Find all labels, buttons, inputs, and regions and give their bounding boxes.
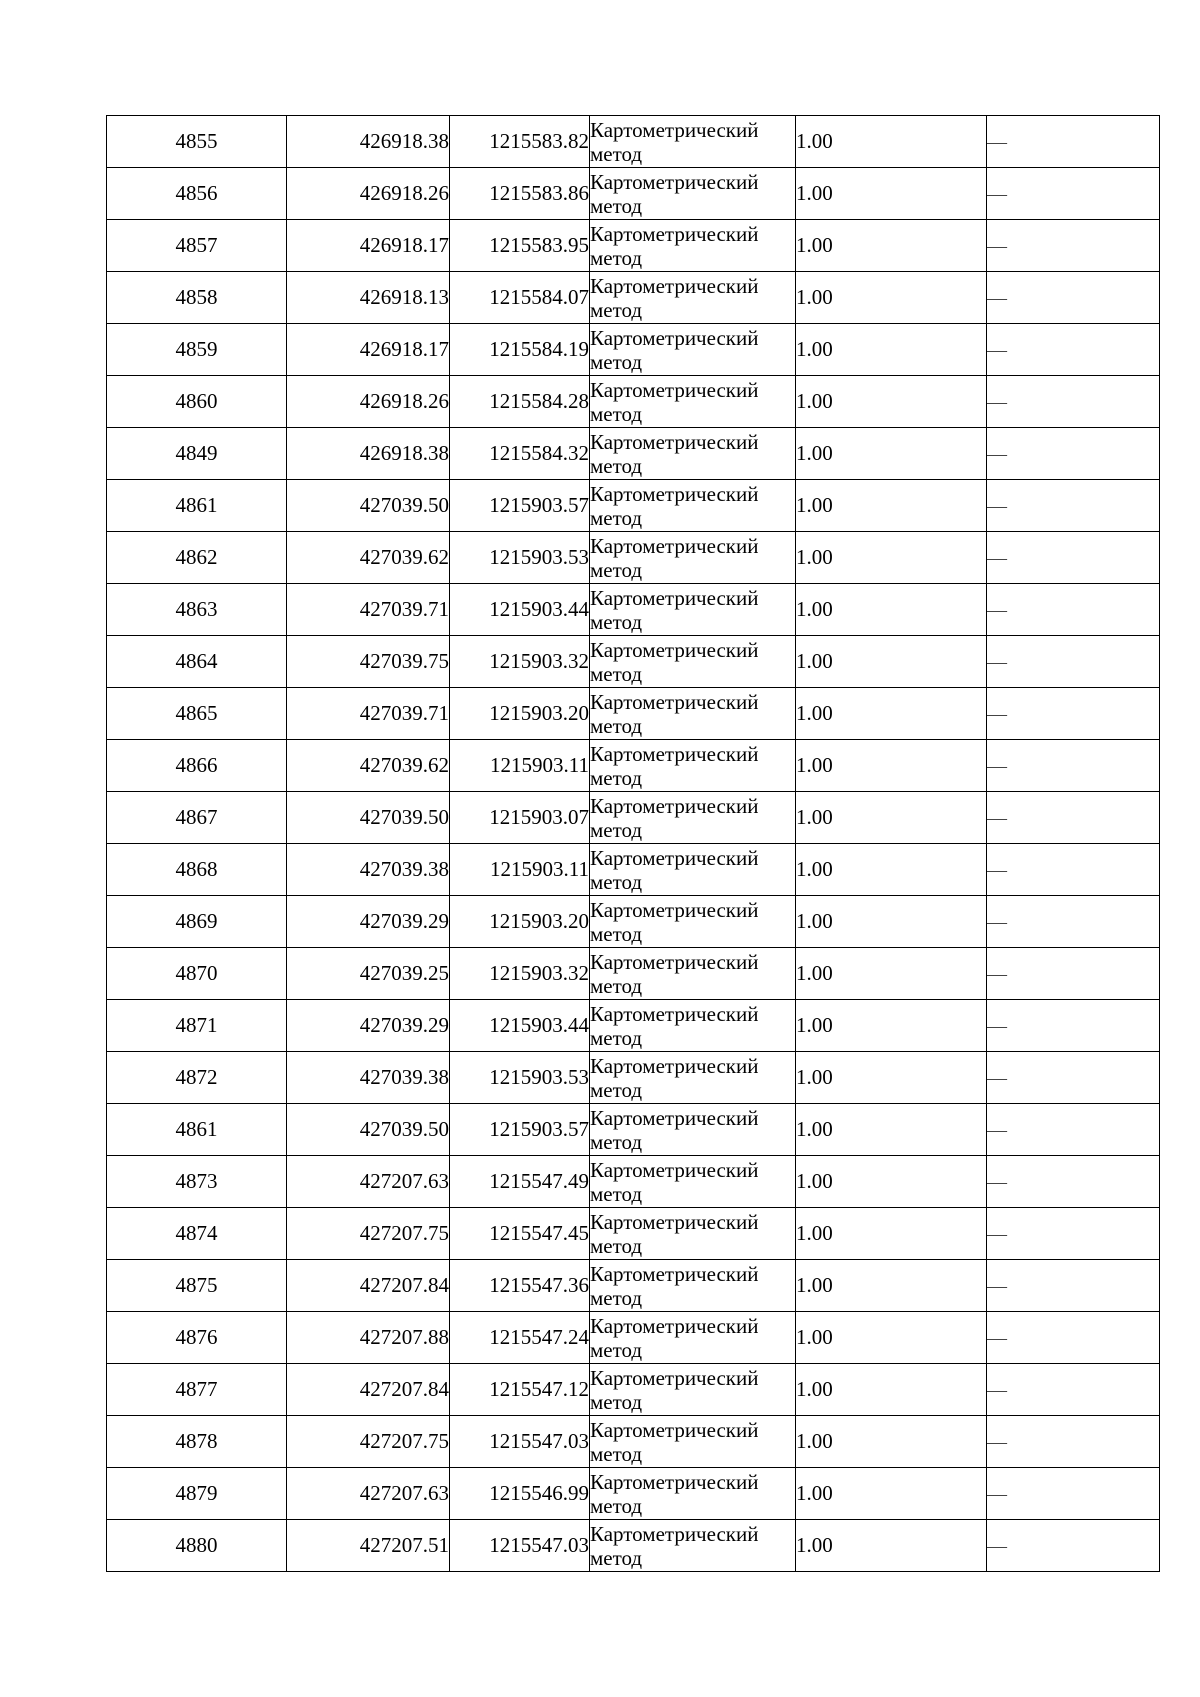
description-dash: — xyxy=(987,911,1007,933)
method-text-line2: метод xyxy=(590,1493,643,1518)
method-text-line2: метод xyxy=(590,453,643,478)
accuracy-cell: 1.00 xyxy=(796,844,987,896)
accuracy-cell: 1.00 xyxy=(796,168,987,220)
table-row xyxy=(107,1520,1160,1572)
x-coordinate-cell: 427207.63 xyxy=(287,1468,450,1520)
description-cell xyxy=(987,324,1160,376)
method-text-line2: метод xyxy=(590,1389,643,1414)
y-coordinate-cell: 1215903.57 xyxy=(450,480,590,532)
method-text-line2: метод xyxy=(590,245,643,270)
description-cell xyxy=(987,480,1160,532)
method-text-line1: Картометрический xyxy=(590,1157,759,1182)
coordinates-table xyxy=(106,115,1160,1572)
method-text-line1: Картометрический xyxy=(590,585,759,610)
description-cell xyxy=(987,532,1160,584)
method-text-line2: метод xyxy=(590,817,643,842)
x-coordinate-cell: 426918.26 xyxy=(287,376,450,428)
description-cell xyxy=(987,220,1160,272)
method-text-line1: Картометрический xyxy=(590,533,759,558)
point-number-cell: 4860 xyxy=(107,376,287,428)
description-dash: — xyxy=(987,651,1007,673)
method-text-line1: Картометрический xyxy=(590,1001,759,1026)
method-text-line1: Картометрический xyxy=(590,1261,759,1286)
accuracy-cell: 1.00 xyxy=(796,324,987,376)
y-coordinate-cell: 1215903.53 xyxy=(450,1052,590,1104)
accuracy-cell: 1.00 xyxy=(796,428,987,480)
y-coordinate-cell: 1215903.20 xyxy=(450,896,590,948)
description-cell xyxy=(987,1364,1160,1416)
method-cell xyxy=(590,1364,796,1416)
accuracy-cell: 1.00 xyxy=(796,1000,987,1052)
method-cell xyxy=(590,1156,796,1208)
method-cell xyxy=(590,1468,796,1520)
point-number-cell: 4876 xyxy=(107,1312,287,1364)
description-cell xyxy=(987,376,1160,428)
method-text-line1: Картометрический xyxy=(590,1313,759,1338)
table-row xyxy=(107,844,1160,896)
accuracy-cell: 1.00 xyxy=(796,740,987,792)
x-coordinate-cell: 427207.51 xyxy=(287,1520,450,1572)
point-number-cell: 4877 xyxy=(107,1364,287,1416)
x-coordinate-cell: 427207.84 xyxy=(287,1260,450,1312)
point-number-cell: 4859 xyxy=(107,324,287,376)
y-coordinate-cell: 1215546.99 xyxy=(450,1468,590,1520)
method-text-line2: метод xyxy=(590,1129,643,1154)
x-coordinate-cell: 426918.38 xyxy=(287,116,450,168)
accuracy-cell: 1.00 xyxy=(796,1364,987,1416)
description-cell xyxy=(987,896,1160,948)
table-row xyxy=(107,688,1160,740)
point-number-cell: 4862 xyxy=(107,532,287,584)
x-coordinate-cell: 426918.38 xyxy=(287,428,450,480)
table-row xyxy=(107,896,1160,948)
method-text-line1: Картометрический xyxy=(590,377,759,402)
description-cell xyxy=(987,688,1160,740)
method-cell xyxy=(590,1000,796,1052)
description-dash: — xyxy=(987,235,1007,257)
x-coordinate-cell: 426918.26 xyxy=(287,168,450,220)
description-dash: — xyxy=(987,859,1007,881)
description-cell xyxy=(987,1312,1160,1364)
point-number-cell: 4849 xyxy=(107,428,287,480)
method-text-line2: метод xyxy=(590,1441,643,1466)
y-coordinate-cell: 1215903.11 xyxy=(450,740,590,792)
point-number-cell: 4871 xyxy=(107,1000,287,1052)
x-coordinate-cell: 427207.75 xyxy=(287,1208,450,1260)
y-coordinate-cell: 1215903.44 xyxy=(450,1000,590,1052)
point-number-cell: 4867 xyxy=(107,792,287,844)
table-row xyxy=(107,220,1160,272)
table-row xyxy=(107,1104,1160,1156)
description-cell xyxy=(987,116,1160,168)
method-cell xyxy=(590,220,796,272)
y-coordinate-cell: 1215547.03 xyxy=(450,1416,590,1468)
x-coordinate-cell: 427207.75 xyxy=(287,1416,450,1468)
y-coordinate-cell: 1215583.86 xyxy=(450,168,590,220)
table-row xyxy=(107,948,1160,1000)
method-text-line1: Картометрический xyxy=(590,637,759,662)
description-dash: — xyxy=(987,1535,1007,1557)
accuracy-cell: 1.00 xyxy=(796,948,987,1000)
y-coordinate-cell: 1215547.45 xyxy=(450,1208,590,1260)
table-row xyxy=(107,1468,1160,1520)
method-text-line2: метод xyxy=(590,973,643,998)
method-text-line1: Картометрический xyxy=(590,221,759,246)
x-coordinate-cell: 427039.75 xyxy=(287,636,450,688)
table-row xyxy=(107,636,1160,688)
method-cell xyxy=(590,1416,796,1468)
accuracy-cell: 1.00 xyxy=(796,1260,987,1312)
table-row xyxy=(107,1416,1160,1468)
accuracy-cell: 1.00 xyxy=(796,1312,987,1364)
method-text-line1: Картометрический xyxy=(590,1053,759,1078)
y-coordinate-cell: 1215903.44 xyxy=(450,584,590,636)
method-cell xyxy=(590,636,796,688)
x-coordinate-cell: 427207.63 xyxy=(287,1156,450,1208)
description-cell xyxy=(987,428,1160,480)
description-dash: — xyxy=(987,391,1007,413)
y-coordinate-cell: 1215547.03 xyxy=(450,1520,590,1572)
description-cell xyxy=(987,1000,1160,1052)
point-number-cell: 4855 xyxy=(107,116,287,168)
point-number-cell: 4869 xyxy=(107,896,287,948)
y-coordinate-cell: 1215583.95 xyxy=(450,220,590,272)
method-cell xyxy=(590,1052,796,1104)
method-cell xyxy=(590,480,796,532)
y-coordinate-cell: 1215584.07 xyxy=(450,272,590,324)
accuracy-cell: 1.00 xyxy=(796,1104,987,1156)
method-cell xyxy=(590,116,796,168)
y-coordinate-cell: 1215547.36 xyxy=(450,1260,590,1312)
x-coordinate-cell: 427207.88 xyxy=(287,1312,450,1364)
y-coordinate-cell: 1215903.53 xyxy=(450,532,590,584)
method-text-line1: Картометрический xyxy=(590,1105,759,1130)
point-number-cell: 4873 xyxy=(107,1156,287,1208)
table-row xyxy=(107,1156,1160,1208)
description-cell xyxy=(987,1416,1160,1468)
method-cell xyxy=(590,584,796,636)
x-coordinate-cell: 427039.29 xyxy=(287,896,450,948)
table-row xyxy=(107,480,1160,532)
description-dash: — xyxy=(987,1275,1007,1297)
x-coordinate-cell: 426918.13 xyxy=(287,272,450,324)
table-row xyxy=(107,116,1160,168)
x-coordinate-cell: 427039.62 xyxy=(287,532,450,584)
method-text-line2: метод xyxy=(590,765,643,790)
method-cell xyxy=(590,1312,796,1364)
point-number-cell: 4861 xyxy=(107,480,287,532)
x-coordinate-cell: 426918.17 xyxy=(287,220,450,272)
method-cell xyxy=(590,1520,796,1572)
method-text-line2: метод xyxy=(590,401,643,426)
y-coordinate-cell: 1215584.28 xyxy=(450,376,590,428)
method-cell xyxy=(590,844,796,896)
method-cell xyxy=(590,532,796,584)
description-dash: — xyxy=(987,443,1007,465)
description-cell xyxy=(987,272,1160,324)
x-coordinate-cell: 427039.71 xyxy=(287,688,450,740)
y-coordinate-cell: 1215547.12 xyxy=(450,1364,590,1416)
method-cell xyxy=(590,1208,796,1260)
accuracy-cell: 1.00 xyxy=(796,480,987,532)
x-coordinate-cell: 427039.50 xyxy=(287,480,450,532)
method-text-line2: метод xyxy=(590,1077,643,1102)
point-number-cell: 4874 xyxy=(107,1208,287,1260)
point-number-cell: 4868 xyxy=(107,844,287,896)
y-coordinate-cell: 1215584.32 xyxy=(450,428,590,480)
method-cell xyxy=(590,688,796,740)
accuracy-cell: 1.00 xyxy=(796,272,987,324)
table-row xyxy=(107,1000,1160,1052)
x-coordinate-cell: 427039.29 xyxy=(287,1000,450,1052)
method-cell xyxy=(590,1104,796,1156)
method-text-line1: Картометрический xyxy=(590,1209,759,1234)
method-text-line1: Картометрический xyxy=(590,1365,759,1390)
method-text-line2: метод xyxy=(590,1285,643,1310)
method-text-line2: метод xyxy=(590,193,643,218)
description-cell xyxy=(987,740,1160,792)
accuracy-cell: 1.00 xyxy=(796,1416,987,1468)
accuracy-cell: 1.00 xyxy=(796,1468,987,1520)
description-dash: — xyxy=(987,755,1007,777)
accuracy-cell: 1.00 xyxy=(796,636,987,688)
point-number-cell: 4861 xyxy=(107,1104,287,1156)
x-coordinate-cell: 427207.84 xyxy=(287,1364,450,1416)
point-number-cell: 4880 xyxy=(107,1520,287,1572)
description-cell xyxy=(987,636,1160,688)
y-coordinate-cell: 1215903.07 xyxy=(450,792,590,844)
description-dash: — xyxy=(987,339,1007,361)
method-text-line1: Картометрический xyxy=(590,741,759,766)
description-cell xyxy=(987,168,1160,220)
method-cell xyxy=(590,896,796,948)
y-coordinate-cell: 1215903.20 xyxy=(450,688,590,740)
description-dash: — xyxy=(987,703,1007,725)
method-text-line2: метод xyxy=(590,713,643,738)
description-cell xyxy=(987,1260,1160,1312)
table-row xyxy=(107,272,1160,324)
point-number-cell: 4856 xyxy=(107,168,287,220)
description-cell xyxy=(987,1208,1160,1260)
description-dash: — xyxy=(987,495,1007,517)
method-text-line2: метод xyxy=(590,1025,643,1050)
description-dash: — xyxy=(987,1327,1007,1349)
description-cell xyxy=(987,1468,1160,1520)
method-text-line2: метод xyxy=(590,141,643,166)
method-text-line2: метод xyxy=(590,921,643,946)
x-coordinate-cell: 427039.62 xyxy=(287,740,450,792)
table-row xyxy=(107,1312,1160,1364)
table-row xyxy=(107,1364,1160,1416)
x-coordinate-cell: 427039.38 xyxy=(287,844,450,896)
description-dash: — xyxy=(987,1067,1007,1089)
description-dash: — xyxy=(987,183,1007,205)
table-row xyxy=(107,168,1160,220)
method-text-line2: метод xyxy=(590,297,643,322)
x-coordinate-cell: 427039.25 xyxy=(287,948,450,1000)
table-row xyxy=(107,428,1160,480)
description-cell xyxy=(987,948,1160,1000)
accuracy-cell: 1.00 xyxy=(796,688,987,740)
y-coordinate-cell: 1215584.19 xyxy=(450,324,590,376)
y-coordinate-cell: 1215547.24 xyxy=(450,1312,590,1364)
method-text-line1: Картометрический xyxy=(590,117,759,142)
method-text-line2: метод xyxy=(590,349,643,374)
accuracy-cell: 1.00 xyxy=(796,1520,987,1572)
table-row xyxy=(107,376,1160,428)
method-cell xyxy=(590,428,796,480)
description-cell xyxy=(987,1156,1160,1208)
method-text-line2: метод xyxy=(590,505,643,530)
method-text-line2: метод xyxy=(590,609,643,634)
table-row xyxy=(107,792,1160,844)
description-dash: — xyxy=(987,963,1007,985)
description-dash: — xyxy=(987,1015,1007,1037)
method-cell xyxy=(590,168,796,220)
y-coordinate-cell: 1215903.57 xyxy=(450,1104,590,1156)
point-number-cell: 4864 xyxy=(107,636,287,688)
table-row xyxy=(107,584,1160,636)
description-dash: — xyxy=(987,807,1007,829)
method-text-line2: метод xyxy=(590,1233,643,1258)
table-row xyxy=(107,1052,1160,1104)
method-text-line1: Картометрический xyxy=(590,481,759,506)
x-coordinate-cell: 427039.71 xyxy=(287,584,450,636)
method-text-line1: Картометрический xyxy=(590,689,759,714)
method-text-line1: Картометрический xyxy=(590,273,759,298)
method-text-line2: метод xyxy=(590,869,643,894)
description-cell xyxy=(987,584,1160,636)
point-number-cell: 4879 xyxy=(107,1468,287,1520)
description-dash: — xyxy=(987,547,1007,569)
method-cell xyxy=(590,376,796,428)
description-dash: — xyxy=(987,131,1007,153)
y-coordinate-cell: 1215903.32 xyxy=(450,948,590,1000)
accuracy-cell: 1.00 xyxy=(796,116,987,168)
accuracy-cell: 1.00 xyxy=(796,376,987,428)
method-cell xyxy=(590,324,796,376)
point-number-cell: 4875 xyxy=(107,1260,287,1312)
table-body xyxy=(107,116,1160,1572)
description-dash: — xyxy=(987,287,1007,309)
method-text-line2: метод xyxy=(590,661,643,686)
accuracy-cell: 1.00 xyxy=(796,792,987,844)
method-text-line1: Картометрический xyxy=(590,1469,759,1494)
description-dash: — xyxy=(987,599,1007,621)
method-cell xyxy=(590,948,796,1000)
description-cell xyxy=(987,1052,1160,1104)
table-row xyxy=(107,532,1160,584)
method-cell xyxy=(590,1260,796,1312)
accuracy-cell: 1.00 xyxy=(796,1208,987,1260)
method-cell xyxy=(590,272,796,324)
description-cell xyxy=(987,792,1160,844)
point-number-cell: 4865 xyxy=(107,688,287,740)
accuracy-cell: 1.00 xyxy=(796,1156,987,1208)
method-text-line1: Картометрический xyxy=(590,845,759,870)
description-dash: — xyxy=(987,1171,1007,1193)
method-text-line1: Картометрический xyxy=(590,169,759,194)
method-text-line2: метод xyxy=(590,1545,643,1570)
x-coordinate-cell: 427039.50 xyxy=(287,1104,450,1156)
accuracy-cell: 1.00 xyxy=(796,584,987,636)
point-number-cell: 4870 xyxy=(107,948,287,1000)
y-coordinate-cell: 1215547.49 xyxy=(450,1156,590,1208)
table-row xyxy=(107,1260,1160,1312)
method-text-line1: Картометрический xyxy=(590,949,759,974)
point-number-cell: 4872 xyxy=(107,1052,287,1104)
point-number-cell: 4878 xyxy=(107,1416,287,1468)
point-number-cell: 4866 xyxy=(107,740,287,792)
method-text-line1: Картометрический xyxy=(590,897,759,922)
accuracy-cell: 1.00 xyxy=(796,532,987,584)
method-cell xyxy=(590,792,796,844)
table-row xyxy=(107,740,1160,792)
description-cell xyxy=(987,1520,1160,1572)
description-cell xyxy=(987,844,1160,896)
point-number-cell: 4863 xyxy=(107,584,287,636)
method-text-line1: Картометрический xyxy=(590,793,759,818)
y-coordinate-cell: 1215583.82 xyxy=(450,116,590,168)
x-coordinate-cell: 426918.17 xyxy=(287,324,450,376)
x-coordinate-cell: 427039.50 xyxy=(287,792,450,844)
y-coordinate-cell: 1215903.11 xyxy=(450,844,590,896)
accuracy-cell: 1.00 xyxy=(796,220,987,272)
accuracy-cell: 1.00 xyxy=(796,1052,987,1104)
description-dash: — xyxy=(987,1379,1007,1401)
table-row xyxy=(107,324,1160,376)
x-coordinate-cell: 427039.38 xyxy=(287,1052,450,1104)
method-text-line1: Картометрический xyxy=(590,1521,759,1546)
y-coordinate-cell: 1215903.32 xyxy=(450,636,590,688)
description-dash: — xyxy=(987,1431,1007,1453)
method-text-line2: метод xyxy=(590,1337,643,1362)
method-text-line2: метод xyxy=(590,1181,643,1206)
method-text-line1: Картометрический xyxy=(590,429,759,454)
description-dash: — xyxy=(987,1119,1007,1141)
method-cell xyxy=(590,740,796,792)
description-cell xyxy=(987,1104,1160,1156)
point-number-cell: 4858 xyxy=(107,272,287,324)
accuracy-cell: 1.00 xyxy=(796,896,987,948)
description-dash: — xyxy=(987,1223,1007,1245)
point-number-cell: 4857 xyxy=(107,220,287,272)
description-dash: — xyxy=(987,1483,1007,1505)
method-text-line1: Картометрический xyxy=(590,325,759,350)
method-text-line2: метод xyxy=(590,557,643,582)
table-row xyxy=(107,1208,1160,1260)
method-text-line1: Картометрический xyxy=(590,1417,759,1442)
